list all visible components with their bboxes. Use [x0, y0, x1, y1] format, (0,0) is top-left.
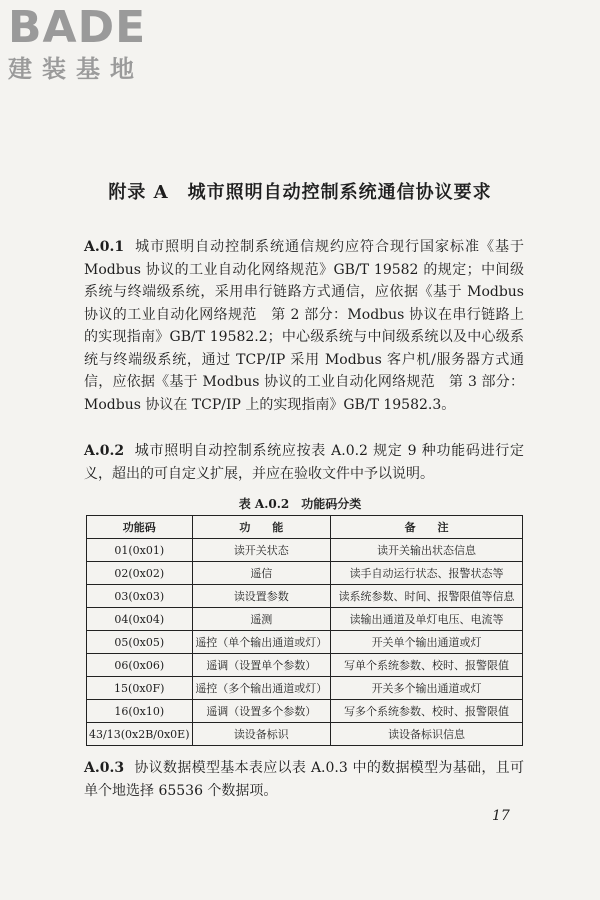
cell-remark: 写单个系统参数、校时、报警限值 — [331, 654, 523, 677]
table-row — [87, 723, 523, 746]
cell-function: 读开关状态 — [192, 539, 331, 562]
cell-remark: 写多个系统参数、校时、报警限值 — [331, 700, 523, 723]
cell-function: 遥信 — [192, 562, 331, 585]
cell-code: 03(0x03) — [87, 585, 193, 608]
cell-remark: 开关单个输出通道或灯 — [331, 631, 523, 654]
table-row — [87, 677, 523, 700]
table-row — [87, 631, 523, 654]
table-row — [87, 585, 523, 608]
cell-function: 遥测 — [192, 608, 331, 631]
cell-function: 读设置参数 — [192, 585, 331, 608]
clause-number: A.0.1 — [84, 239, 125, 255]
table-row — [87, 654, 523, 677]
table-row — [87, 700, 523, 723]
clause-a01 — [84, 236, 524, 416]
table-row — [87, 608, 523, 631]
cell-function: 遥控（多个输出通道或灯） — [192, 677, 331, 700]
clause-a02 — [84, 440, 524, 485]
header-function-code: 功能码 — [87, 516, 193, 539]
table-row — [87, 562, 523, 585]
cell-code: 04(0x04) — [87, 608, 193, 631]
cell-function: 遥控（单个输出通道或灯） — [192, 631, 331, 654]
header-remarks: 备 注 — [331, 516, 523, 539]
cell-function: 遥调（设置单个参数） — [192, 654, 331, 677]
cell-code: 06(0x06) — [87, 654, 193, 677]
cell-function: 读设备标识 — [192, 723, 331, 746]
cell-function: 遥调（设置多个参数） — [192, 700, 331, 723]
cell-remark: 开关多个输出通道或灯 — [331, 677, 523, 700]
function-code-table — [86, 515, 523, 746]
cell-remark: 读手自动运行状态、报警状态等 — [331, 562, 523, 585]
page-number: 17 — [492, 808, 510, 824]
cell-code: 02(0x02) — [87, 562, 193, 585]
clause-text: 协议数据模型基本表应以表 A.0.3 中的数据模型为基础，且可单个地选择 65536 个数据项。 — [84, 760, 524, 799]
cell-code: 05(0x05) — [87, 631, 193, 654]
cell-remark: 读设备标识信息 — [331, 723, 523, 746]
cell-remark: 读输出通道及单灯电压、电流等 — [331, 608, 523, 631]
watermark-logo — [8, 4, 146, 84]
cell-code: 43/13(0x2B/0x0E) — [87, 723, 193, 746]
cell-code: 15(0x0F) — [87, 677, 193, 700]
watermark-brand-cn: 建装基地 — [8, 55, 144, 83]
table-caption: 表 A.0.2 功能码分类 — [238, 497, 362, 511]
clause-text: 城市照明自动控制系统应按表 A.0.2 规定 9 种功能码进行定义，超出的可自定义扩展，并应在验收文件中予以说明。 — [84, 443, 524, 482]
clause-text: 城市照明自动控制系统通信规约应符合现行国家标准《基于 Modbus 协议的工业自动化网络规范》GB/T 19582 的规定；中间级系统与终端级系统，采用串行链路方式通信，应依据《基于 Modbus 协议的工业自动化网络规范 第 2 部分：Modbus 协议在串行链路上的实现指南》GB/T 19582.2；中心级系统与中间级系统以及中心级系统与终端级系统，通过 TCP/IP 采用 Modbus 客户机/服务器方式通信，应依据《基于 Modbus 协议的工业自动化网络规范 第 3 部分：Modbus 协议在 TCP/IP 上的实现指南》GB/T 19582.3。 — [84, 239, 524, 413]
clause-number: A.0.2 — [84, 443, 125, 459]
header-function: 功 能 — [192, 516, 331, 539]
cell-code: 16(0x10) — [87, 700, 193, 723]
cell-remark: 读开关输出状态信息 — [331, 539, 523, 562]
clause-a03 — [84, 757, 524, 802]
table-header-row — [87, 516, 523, 539]
table-row — [87, 539, 523, 562]
cell-remark: 读系统参数、时间、报警限值等信息 — [331, 585, 523, 608]
clause-number: A.0.3 — [84, 760, 125, 776]
watermark-brand-en: BADE — [8, 2, 147, 53]
appendix-title: 附录 A 城市照明自动控制系统通信协议要求 — [108, 182, 492, 203]
cell-code: 01(0x01) — [87, 539, 193, 562]
